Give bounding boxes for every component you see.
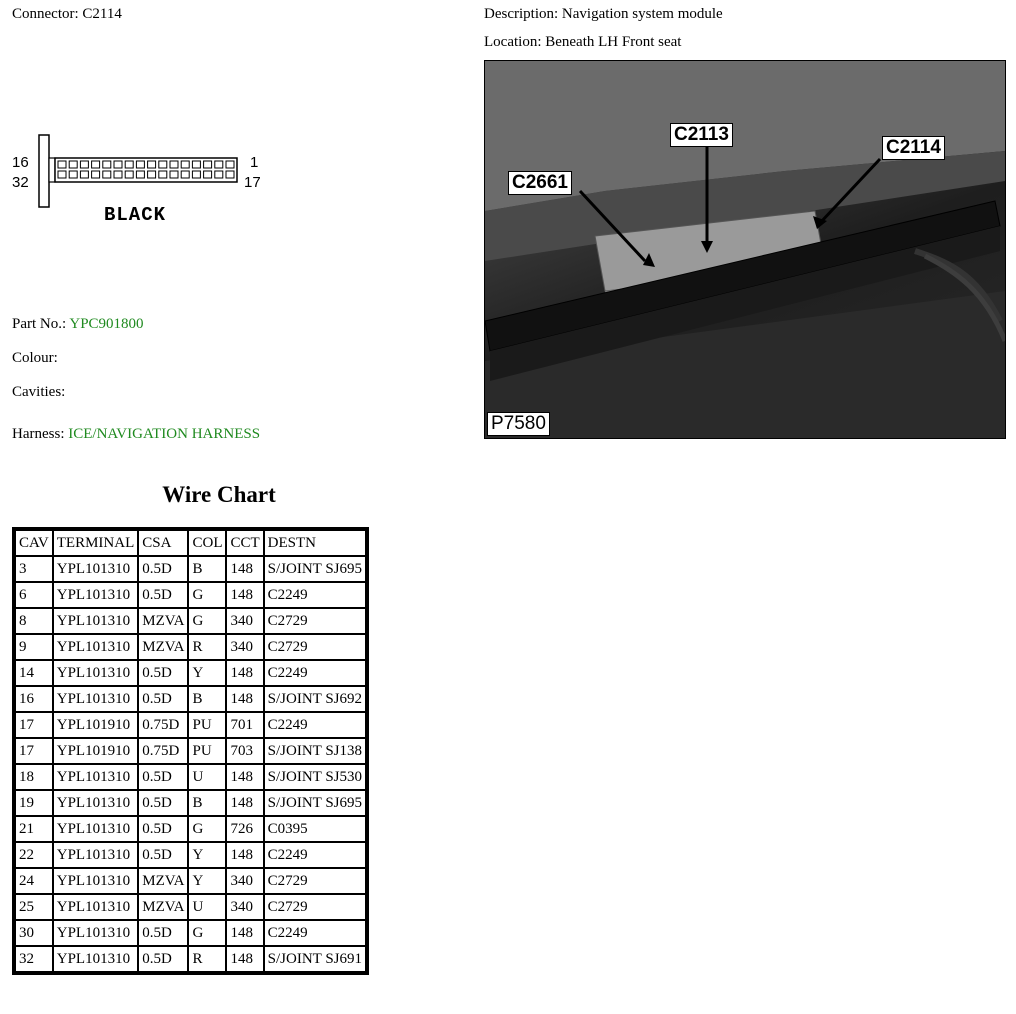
cell-terminal: YPL101310 <box>53 556 139 582</box>
table-row <box>15 842 366 868</box>
cell-csa: 0.5D <box>138 920 188 946</box>
cell-terminal: YPL101310 <box>53 946 139 972</box>
connector-heading <box>12 6 122 23</box>
cell-destn: S/JOINT SJ695 <box>264 556 366 582</box>
cell-destn: C2729 <box>264 868 366 894</box>
cell-cav: 14 <box>15 660 53 686</box>
cell-cav: 19 <box>15 790 53 816</box>
cavities-label: Cavities: <box>12 384 66 400</box>
wire-chart-table <box>12 527 369 975</box>
cell-col: R <box>188 634 226 660</box>
cell-csa: 0.5D <box>138 686 188 712</box>
cell-col: U <box>188 764 226 790</box>
cell-col: Y <box>188 868 226 894</box>
cell-terminal: YPL101310 <box>53 686 139 712</box>
table-row <box>15 634 366 660</box>
cell-destn: S/JOINT SJ138 <box>264 738 366 764</box>
cell-destn: S/JOINT SJ692 <box>264 686 366 712</box>
pin-label-bottom-left: 32 <box>12 174 29 191</box>
cell-terminal: YPL101310 <box>53 816 139 842</box>
harness-line <box>12 426 260 443</box>
table-row <box>15 582 366 608</box>
cell-csa: 0.5D <box>138 660 188 686</box>
cell-destn: S/JOINT SJ691 <box>264 946 366 972</box>
description-value: Navigation system module <box>561 6 723 22</box>
cell-destn: C2249 <box>264 660 366 686</box>
cell-cav: 9 <box>15 634 53 660</box>
cell-cav: 21 <box>15 816 53 842</box>
callout-c2661: C2661 <box>508 171 572 195</box>
location-label: Location: <box>484 34 542 50</box>
table-row <box>15 894 366 920</box>
cell-col: R <box>188 946 226 972</box>
cell-cav: 17 <box>15 738 53 764</box>
cell-csa: 0.75D <box>138 738 188 764</box>
location-value: Beneath LH Front seat <box>545 34 682 50</box>
wire-chart-header-row <box>15 530 366 556</box>
cell-terminal: YPL101310 <box>53 634 139 660</box>
connector-label: Connector: <box>12 6 79 22</box>
cell-csa: 0.5D <box>138 842 188 868</box>
part-number-value: YPC901800 <box>69 316 144 332</box>
cell-cct: 148 <box>226 764 263 790</box>
cell-col: U <box>188 894 226 920</box>
cell-cct: 701 <box>226 712 263 738</box>
cell-terminal: YPL101310 <box>53 842 139 868</box>
pin-label-top-left: 16 <box>12 154 29 171</box>
colour-label: Colour: <box>12 350 58 366</box>
cell-terminal: YPL101310 <box>53 790 139 816</box>
pin-label-bottom-right: 17 <box>244 174 261 191</box>
cell-destn: C2249 <box>264 712 366 738</box>
cell-col: G <box>188 920 226 946</box>
cell-cav: 18 <box>15 764 53 790</box>
cell-col: B <box>188 556 226 582</box>
cell-cct: 340 <box>226 894 263 920</box>
description-line <box>484 6 723 23</box>
cell-destn: C2729 <box>264 608 366 634</box>
cell-csa: 0.5D <box>138 790 188 816</box>
column-header-cav: CAV <box>15 530 53 556</box>
cell-col: B <box>188 686 226 712</box>
wire-chart-title: Wire Chart <box>162 482 276 507</box>
cell-cct: 340 <box>226 868 263 894</box>
cell-cct: 148 <box>226 946 263 972</box>
photo-scene-graphic <box>485 61 1005 438</box>
cell-col: Y <box>188 842 226 868</box>
table-row <box>15 816 366 842</box>
part-number-line <box>12 316 144 333</box>
cell-col: G <box>188 582 226 608</box>
cavities-line <box>12 384 65 401</box>
description-label: Description: <box>484 6 559 22</box>
cell-destn: C2249 <box>264 582 366 608</box>
cell-terminal: YPL101310 <box>53 608 139 634</box>
pin-label-top-right: 1 <box>250 154 259 171</box>
cell-cav: 16 <box>15 686 53 712</box>
cell-csa: 0.5D <box>138 764 188 790</box>
table-row <box>15 686 366 712</box>
cell-cav: 25 <box>15 894 53 920</box>
cell-cav: 8 <box>15 608 53 634</box>
cell-col: G <box>188 816 226 842</box>
cell-terminal: YPL101910 <box>53 712 139 738</box>
cell-col: G <box>188 608 226 634</box>
cell-cav: 3 <box>15 556 53 582</box>
cell-cav: 22 <box>15 842 53 868</box>
cell-destn: C2249 <box>264 842 366 868</box>
cell-col: Y <box>188 660 226 686</box>
column-header-cct: CCT <box>226 530 263 556</box>
cell-destn: S/JOINT SJ530 <box>264 764 366 790</box>
location-photo <box>484 60 1006 439</box>
column-header-col: COL <box>188 530 226 556</box>
table-row <box>15 790 366 816</box>
cell-cct: 148 <box>226 842 263 868</box>
cell-csa: MZVA <box>138 868 188 894</box>
part-number-label: Part No.: <box>12 316 67 332</box>
wire-chart-body <box>15 556 366 972</box>
cell-csa: MZVA <box>138 894 188 920</box>
cell-terminal: YPL101310 <box>53 920 139 946</box>
cell-col: B <box>188 790 226 816</box>
cell-terminal: YPL101310 <box>53 582 139 608</box>
cell-cav: 32 <box>15 946 53 972</box>
table-row <box>15 920 366 946</box>
cell-col: PU <box>188 738 226 764</box>
connector-colour-label: BLACK <box>104 204 167 226</box>
table-row <box>15 738 366 764</box>
table-row <box>15 946 366 972</box>
harness-label: Harness: <box>12 426 65 442</box>
table-row <box>15 608 366 634</box>
cell-cct: 148 <box>226 660 263 686</box>
location-line <box>484 34 681 51</box>
table-row <box>15 868 366 894</box>
cell-cct: 148 <box>226 582 263 608</box>
connector-diagram <box>12 132 272 232</box>
harness-value: ICE/NAVIGATION HARNESS <box>68 426 261 442</box>
callout-c2114: C2114 <box>882 136 945 160</box>
cell-destn: C2729 <box>264 894 366 920</box>
cell-terminal: YPL101910 <box>53 738 139 764</box>
cell-destn: S/JOINT SJ695 <box>264 790 366 816</box>
cell-csa: MZVA <box>138 608 188 634</box>
callout-c2113: C2113 <box>670 123 733 147</box>
cell-cct: 148 <box>226 556 263 582</box>
column-header-csa: CSA <box>138 530 188 556</box>
cell-csa: 0.75D <box>138 712 188 738</box>
cell-terminal: YPL101310 <box>53 660 139 686</box>
cell-terminal: YPL101310 <box>53 894 139 920</box>
cell-destn: C2249 <box>264 920 366 946</box>
cell-cav: 30 <box>15 920 53 946</box>
cell-cct: 703 <box>226 738 263 764</box>
cell-cct: 148 <box>226 790 263 816</box>
cell-terminal: YPL101310 <box>53 868 139 894</box>
colour-line <box>12 350 58 367</box>
cell-csa: 0.5D <box>138 582 188 608</box>
column-header-destn: DESTN <box>264 530 366 556</box>
cell-csa: MZVA <box>138 634 188 660</box>
cell-cav: 6 <box>15 582 53 608</box>
cell-csa: 0.5D <box>138 816 188 842</box>
cell-csa: 0.5D <box>138 556 188 582</box>
connector-outline-graphic <box>38 134 242 210</box>
cell-csa: 0.5D <box>138 946 188 972</box>
connector-value: C2114 <box>82 6 122 22</box>
cell-col: PU <box>188 712 226 738</box>
cell-cav: 17 <box>15 712 53 738</box>
column-header-terminal: TERMINAL <box>53 530 139 556</box>
cell-destn: C2729 <box>264 634 366 660</box>
cell-cct: 340 <box>226 634 263 660</box>
cell-terminal: YPL101310 <box>53 764 139 790</box>
table-row <box>15 660 366 686</box>
photo-reference: P7580 <box>487 412 550 436</box>
cell-cct: 726 <box>226 816 263 842</box>
table-row <box>15 764 366 790</box>
cell-cct: 148 <box>226 920 263 946</box>
cell-destn: C0395 <box>264 816 366 842</box>
cell-cct: 148 <box>226 686 263 712</box>
cell-cav: 24 <box>15 868 53 894</box>
table-row <box>15 556 366 582</box>
table-row <box>15 712 366 738</box>
cell-cct: 340 <box>226 608 263 634</box>
